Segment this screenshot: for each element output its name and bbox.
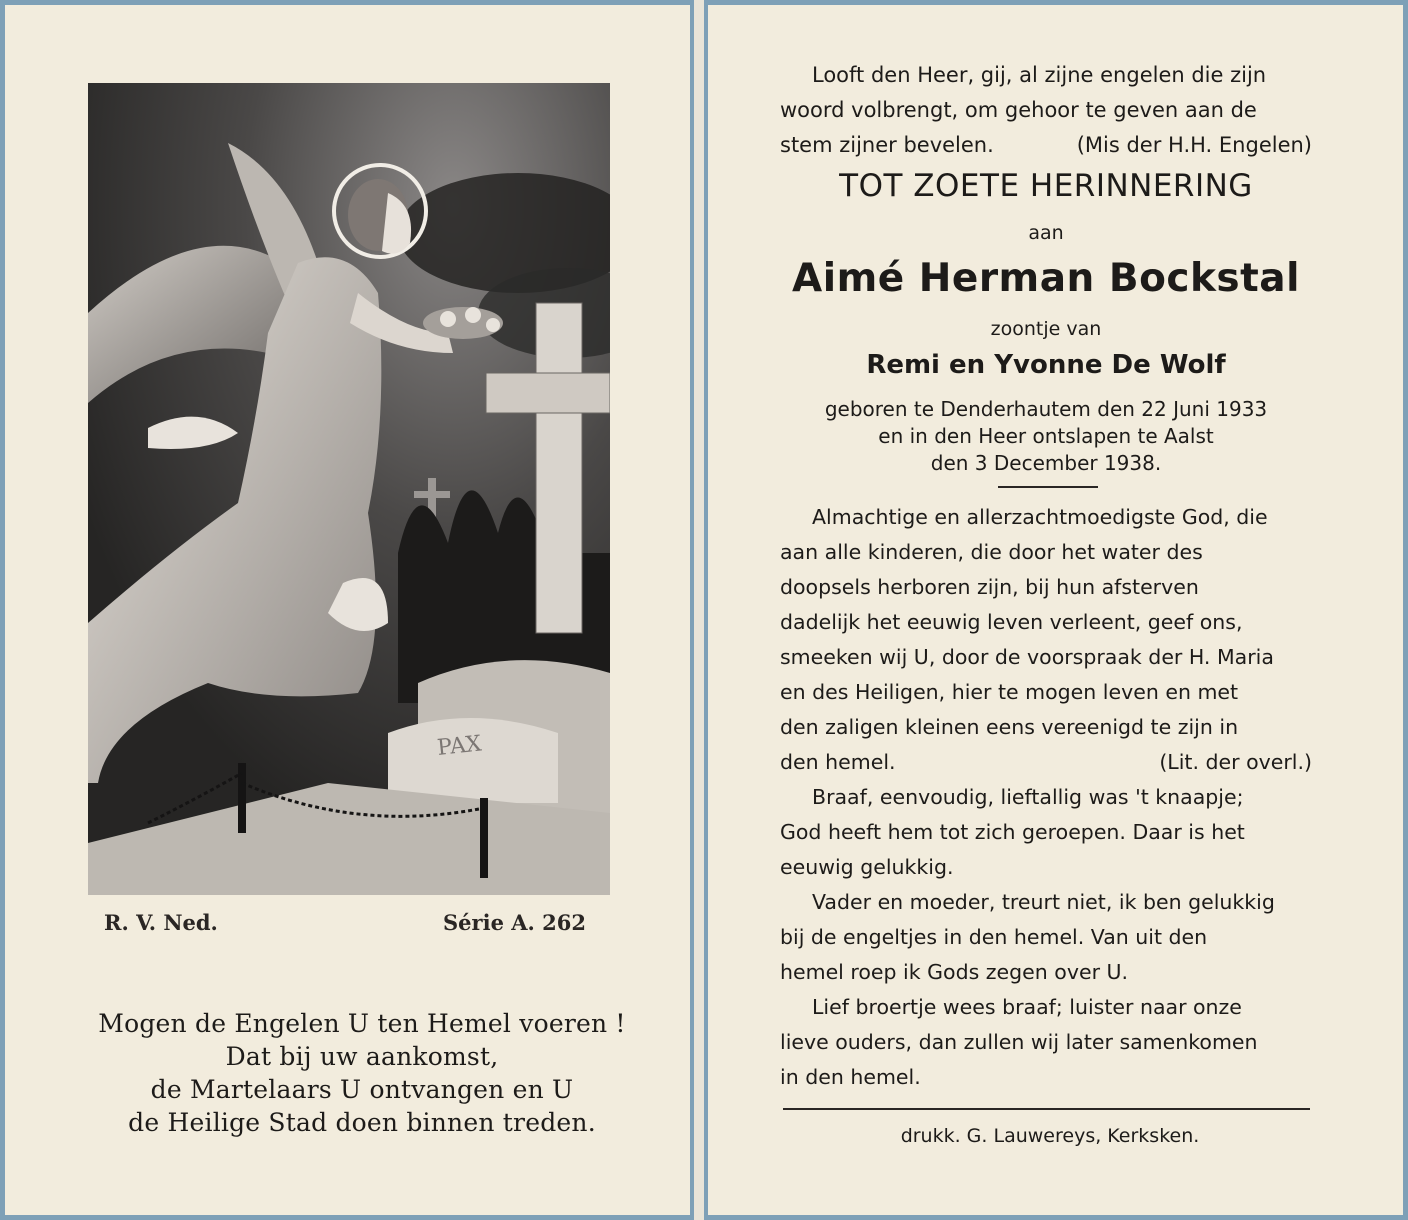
prayer-line: de Martelaars U ontvangen en U xyxy=(150,1075,574,1104)
opening-verse xyxy=(780,58,1312,163)
paragraph: Almachtige en allerzachtmoedigste God, die aan alle kinderen, die door het water des doopsels herboren zijn, bij hun afsterven dadelijk het eeuwig leven verleent, geef ons, smeeken wij U, door de voorspraak der H. Maria en des Heiligen, hier te mogen leven en met den zaligen kleinen eens vereenigd te zijn in den hemel. (Lit. der overl.) xyxy=(780,505,1312,774)
verse-line: woord volbrengt, om gehoor te geven aan de xyxy=(780,98,1257,122)
prayer-body xyxy=(780,500,1312,1095)
memorial-title: TOT ZOETE HERINNERING xyxy=(839,168,1253,204)
aan-text: aan xyxy=(1028,222,1064,244)
verse-line: Looft den Heer, gij, al zijne engelen die zijn xyxy=(812,63,1267,87)
grave-cross xyxy=(536,303,582,633)
paragraph: Vader en moeder, treurt niet, ik ben gelukkig bij de engeltjes in den hemel. Van uit den hemel roep ik Gods zegen over U. xyxy=(780,890,1275,984)
card-fold xyxy=(694,0,704,1220)
deceased-name: Aimé Herman Bockstal xyxy=(792,256,1300,301)
left-prayer xyxy=(30,1007,694,1139)
publisher-caption: R. V. Ned. xyxy=(104,910,218,935)
stone-inscription: PAX xyxy=(436,731,483,761)
prayer-line: de Heilige Stad doen binnen treden. xyxy=(128,1108,596,1137)
angel-illustration-svg xyxy=(88,83,610,895)
short-divider xyxy=(998,486,1098,488)
angel-cemetery-illustration xyxy=(88,83,610,895)
verse-line: stem zijner bevelen. (Mis der H.H. Engelen) xyxy=(780,133,1312,157)
paragraph: Lief broertje wees braaf; luister naar onze lieve ouders, dan zullen wij later samenkomen in den hemel. xyxy=(780,995,1258,1089)
long-divider xyxy=(783,1108,1310,1110)
chain-post xyxy=(480,798,488,878)
paragraph: Braaf, eenvoudig, lieftallig was 't knaapje; God heeft hem tot zich geroepen. Daar is het eeuwig gelukkig. xyxy=(780,785,1245,879)
zoontje-text: zoontje van xyxy=(990,318,1102,340)
series-caption: Série A. 262 xyxy=(443,910,586,935)
life-dates: geboren te Denderhautem den 22 Juni 1933 en in den Heer ontslapen te Aalst den 3 December 1938. xyxy=(824,397,1268,475)
parents-names: Remi en Yvonne De Wolf xyxy=(866,350,1226,380)
printer-credit: drukk. G. Lauwereys, Kerksken. xyxy=(900,1125,1200,1147)
prayer-line: Dat bij uw aankomst, xyxy=(225,1042,499,1071)
prayer-line: Mogen de Engelen U ten Hemel voeren ! xyxy=(98,1009,626,1038)
